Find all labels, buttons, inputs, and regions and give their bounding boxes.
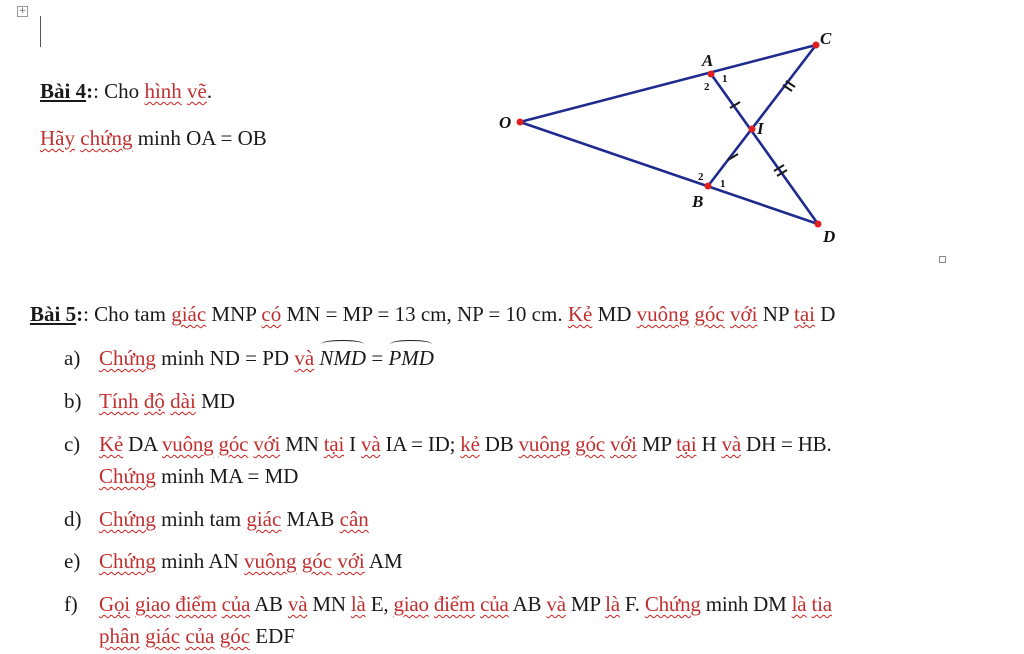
item-word: với <box>609 432 637 456</box>
item-word: là <box>791 592 807 616</box>
bai5-word: vuông <box>636 302 690 326</box>
label-b: B <box>692 192 704 211</box>
item-text: DH = HB. <box>740 432 832 456</box>
bai4-word: Hãy <box>40 126 75 150</box>
item-word: Chứng <box>99 464 156 488</box>
item-word: vuông <box>518 432 571 456</box>
label-a: A <box>702 51 714 70</box>
item-word: Kẻ <box>99 432 124 456</box>
item-label: c) <box>64 432 80 456</box>
item-word: của <box>185 624 215 648</box>
angle-b2: 2 <box>698 171 704 183</box>
item-text: MN <box>307 592 351 616</box>
segment-oc <box>520 45 816 122</box>
bai5-word: góc <box>694 302 725 326</box>
item-word: và <box>361 432 381 456</box>
item-word: dài <box>170 389 196 413</box>
angle-b1: 1 <box>720 178 726 190</box>
item-word: giao <box>134 592 171 616</box>
bai4-word: chứng <box>80 126 133 150</box>
geometry-figure <box>495 26 855 256</box>
item-word: và <box>546 592 566 616</box>
bai5-intro <box>30 302 835 327</box>
bai4-colon: : <box>86 79 94 103</box>
item-word: Chứng <box>99 549 156 573</box>
list-item-a <box>64 346 434 371</box>
list-item-e <box>64 549 403 574</box>
item-text: DA <box>123 432 162 456</box>
point-c <box>813 42 820 49</box>
item-word: tại <box>323 432 345 456</box>
item-text: = <box>366 346 389 370</box>
item-word: tia <box>811 592 832 616</box>
item-word: với <box>337 549 365 573</box>
bai5-word: với <box>730 302 758 326</box>
item-text: minh ND = PD <box>155 346 295 370</box>
item-word: kẻ <box>460 432 480 456</box>
item-word: là <box>350 592 366 616</box>
item-word: góc <box>219 624 251 648</box>
item-text: AM <box>364 549 403 573</box>
item-word: góc <box>218 432 249 456</box>
bai5-text: NP <box>757 302 795 326</box>
item-text: IA = ID; <box>380 432 461 456</box>
bai5-title: Bài 5 <box>30 302 77 326</box>
bai4-text: minh OA = OB <box>132 126 267 150</box>
move-handle-icon[interactable]: + <box>18 6 27 16</box>
angle-nmd: NMD <box>319 346 367 370</box>
item-word: điểm <box>175 592 217 616</box>
text-cursor <box>40 16 41 47</box>
item-text: I <box>344 432 362 456</box>
item-word: Tính <box>99 389 139 413</box>
point-d <box>815 221 822 228</box>
segment-cb <box>708 45 816 186</box>
bai4-text: : Cho <box>93 79 145 103</box>
bai5-colon: : <box>76 302 84 326</box>
bai4-question <box>40 126 267 151</box>
resize-handle[interactable] <box>939 256 946 263</box>
item-word: Chứng <box>99 507 156 531</box>
segment-ad <box>711 74 818 224</box>
item-text: MD <box>195 389 235 413</box>
angle-a1: 1 <box>722 73 728 85</box>
item-label: e) <box>64 549 81 573</box>
bai4-period: . <box>206 79 213 103</box>
figure-segments <box>520 45 818 224</box>
item-label: f) <box>64 592 78 616</box>
label-i: I <box>757 119 764 138</box>
item-word: vuông <box>161 432 214 456</box>
item-word: góc <box>301 549 333 573</box>
item-word: là <box>605 592 620 616</box>
item-text: F. <box>619 592 645 616</box>
bai5-text: MN = MP = 13 cm, NP = 10 cm. <box>281 302 568 326</box>
point-a <box>708 71 715 78</box>
bai5-word: tại <box>794 302 816 326</box>
label-d: D <box>823 227 836 246</box>
item-text: E, <box>365 592 394 616</box>
bai4-word: hình <box>144 79 182 103</box>
item-word: và <box>294 346 315 370</box>
item-text: minh MA = MD <box>155 464 299 488</box>
item-text: AB <box>250 592 288 616</box>
item-word: cân <box>339 507 369 531</box>
segment-od <box>520 122 818 224</box>
bai5-word: giác <box>171 302 207 326</box>
item-word: độ <box>143 389 165 413</box>
label-o: O <box>499 113 512 132</box>
item-word: góc <box>575 432 605 456</box>
item-label: b) <box>64 389 82 413</box>
item-word: của <box>480 592 509 616</box>
item-word: vuông <box>243 549 297 573</box>
item-text: DB <box>479 432 519 456</box>
item-word: giác <box>145 624 181 648</box>
bai5-word: Kẻ <box>567 302 593 326</box>
bai5-text: MNP <box>206 302 262 326</box>
angle-pmd: PMD <box>388 346 434 370</box>
item-word: giao <box>393 592 429 616</box>
list-item-f <box>64 592 832 617</box>
item-word: điểm <box>433 592 476 616</box>
item-word: Gọi <box>99 592 130 616</box>
item-text: EDF <box>250 624 295 648</box>
bai5-text: : Cho tam <box>83 302 172 326</box>
item-text: MP <box>636 432 677 456</box>
item-word: giác <box>246 507 282 531</box>
item-word: Chứng <box>644 592 701 616</box>
item-word: và <box>721 432 741 456</box>
list-item-c <box>64 432 832 457</box>
item-text: AB <box>508 592 547 616</box>
item-word: và <box>287 592 308 616</box>
label-c: C <box>820 29 832 48</box>
bai4-word: vẽ <box>187 79 207 103</box>
item-text: minh AN <box>155 549 244 573</box>
item-text: MP <box>565 592 606 616</box>
list-item-d <box>64 507 369 532</box>
bai5-text: MD <box>592 302 637 326</box>
item-word: phân <box>99 624 140 648</box>
bai5-word: có <box>261 302 282 326</box>
item-word: với <box>253 432 281 456</box>
item-label: a) <box>64 346 81 370</box>
list-item-b <box>64 389 235 414</box>
bai5-text: D <box>815 302 836 326</box>
angle-a2: 2 <box>704 81 710 93</box>
figure-points <box>517 42 822 228</box>
item-text: minh DM <box>700 592 792 616</box>
item-word: của <box>221 592 251 616</box>
bai4-title: Bài 4 <box>40 79 87 103</box>
item-word: tại <box>676 432 697 456</box>
list-item-c-continued <box>99 464 298 489</box>
list-item-f-continued <box>99 624 295 649</box>
point-i <box>749 126 756 133</box>
item-label: d) <box>64 507 82 531</box>
point-b <box>705 183 712 190</box>
item-text: H <box>696 432 722 456</box>
bai4-title-line <box>40 79 212 104</box>
item-word: Chứng <box>99 346 156 370</box>
item-text: MN <box>280 432 324 456</box>
point-o <box>517 119 524 126</box>
item-text: MAB <box>281 507 340 531</box>
item-text: minh tam <box>155 507 247 531</box>
